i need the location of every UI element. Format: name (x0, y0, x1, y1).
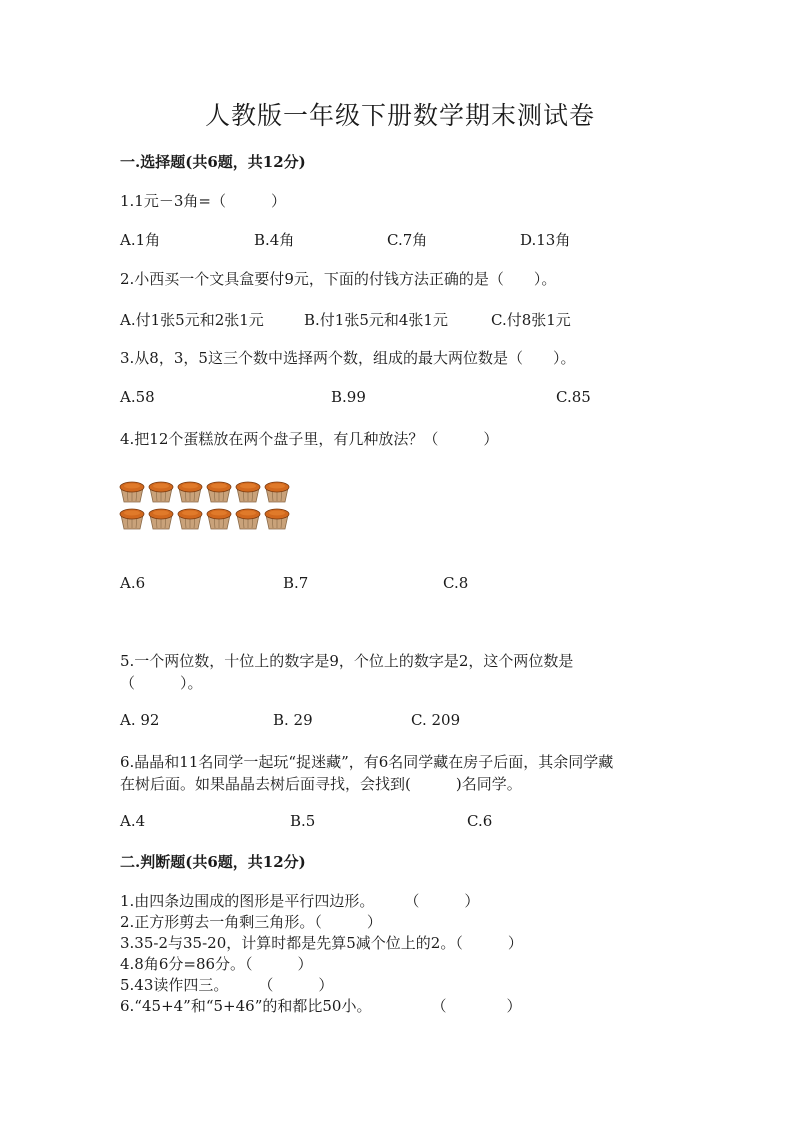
q5-option-c: C. 209 (411, 711, 461, 729)
question-6: 6.晶晶和11名同学一起玩“捉迷藏”，有6名同学藏在房子后面，其余同学藏 (120, 753, 614, 771)
q2-option-b: B.付1张5元和4张1元 (304, 311, 448, 329)
section-heading-judgement: 二.判断题(共6题，共12分) (120, 853, 306, 871)
q1-option-a: A.1角 (120, 231, 161, 249)
q4-option-a: A.6 (120, 574, 146, 592)
cakes-illustration (118, 478, 294, 532)
q5-option-a: A. 92 (120, 711, 160, 729)
judgement-item: 5.43读作四三。 （ ） (120, 976, 334, 994)
question-5: 5.一个两位数，十位上的数字是9，个位上的数字是2，这个两位数是 (120, 652, 574, 670)
judgement-item: 4.8角6分=86分。（ ） (120, 955, 313, 973)
q4-option-b: B.7 (283, 574, 309, 592)
question-3: 3.从8，3，5这三个数中选择两个数，组成的最大两位数是（ ）。 (120, 349, 576, 367)
q1-option-b: B.4角 (254, 231, 295, 249)
judgement-item: 1.由四条边围成的图形是平行四边形。 （ ） (120, 892, 480, 910)
q6-option-a: A.4 (120, 812, 146, 830)
judgement-item: 3.35-2与35-20，计算时都是先算5减个位上的2。（ ） (120, 934, 523, 952)
q2-option-c: C.付8张1元 (491, 311, 571, 329)
q1-option-d: D.13角 (520, 231, 571, 249)
judgement-item: 6.“45+4”和“5+46”的和都比50小。 （ ） (120, 997, 522, 1015)
question-1: 1.1元－3角=（ ） (120, 192, 286, 210)
question-5-cont: （ ）。 (120, 674, 203, 692)
q3-option-c: C.85 (556, 388, 591, 406)
q3-option-b: B.99 (331, 388, 366, 406)
question-4: 4.把12个蛋糕放在两个盘子里，有几种放法？（ ） (120, 430, 499, 448)
q6-option-c: C.6 (467, 812, 493, 830)
q5-option-b: B. 29 (273, 711, 313, 729)
cake-row-bottom (120, 509, 289, 529)
q3-option-a: A.58 (120, 388, 155, 406)
q2-option-a: A.付1张5元和2张1元 (120, 311, 264, 329)
judgement-item: 2.正方形剪去一角剩三角形。（ ） (120, 913, 382, 931)
q1-option-c: C.7角 (387, 231, 428, 249)
cake-row-top (120, 482, 289, 502)
q4-option-c: C.8 (443, 574, 469, 592)
section-heading-choice: 一.选择题(共6题，共12分) (120, 153, 306, 171)
page-title: 人教版一年级下册数学期末测试卷 (204, 101, 595, 130)
question-6-cont: 在树后面。如果晶晶去树后面寻找，会找到( )名同学。 (120, 775, 522, 793)
q6-option-b: B.5 (290, 812, 316, 830)
question-2: 2.小西买一个文具盒要付9元，下面的付钱方法正确的是（ ）。 (120, 270, 557, 288)
